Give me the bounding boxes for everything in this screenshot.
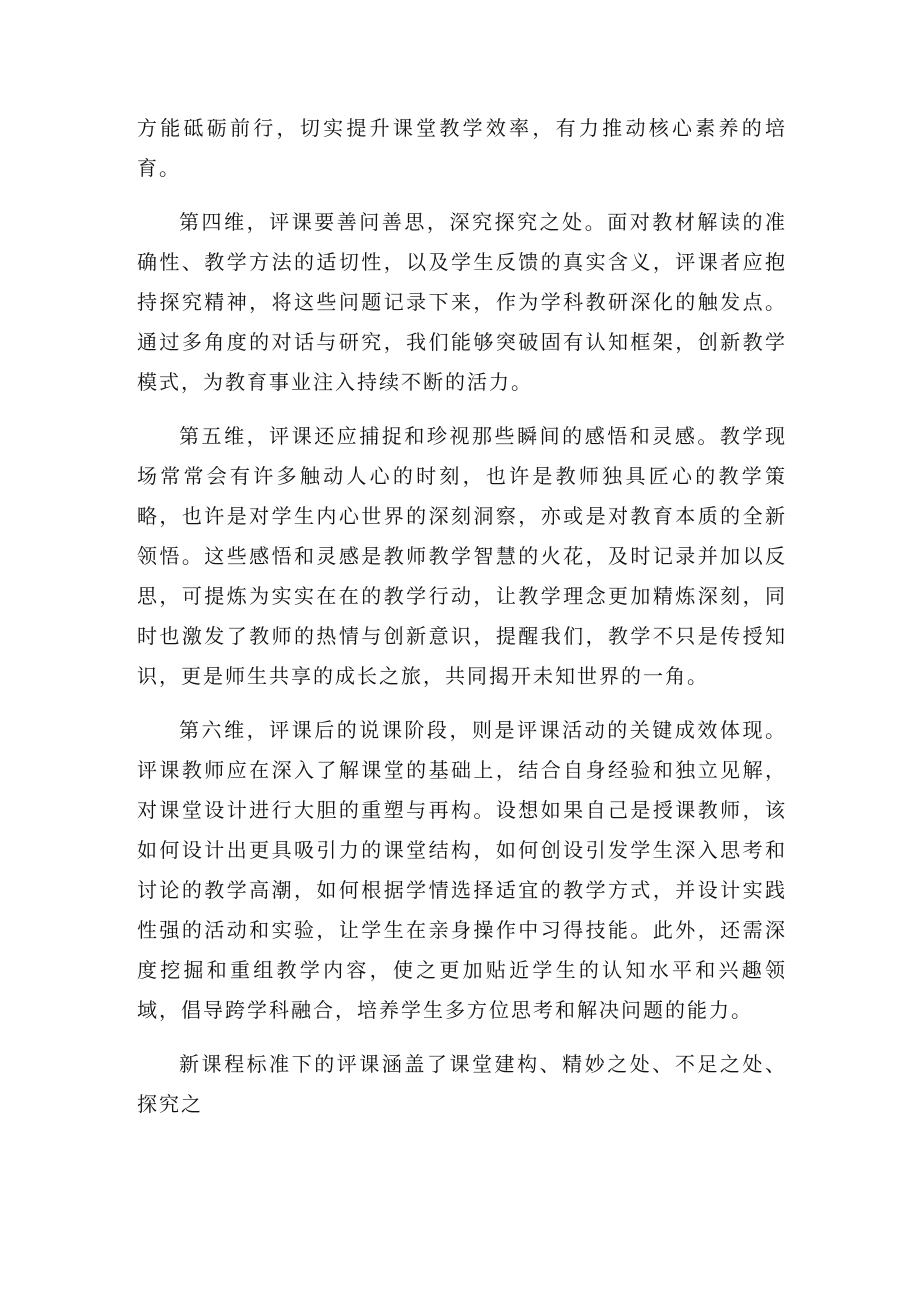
paragraph-sixth-dimension: 第六维，评课后的说课阶段，则是评课活动的关键成效体现。评课教师应在深入了解课堂的基础上，结合自身经验和独立见解，对课堂设计进行大胆的重塑与再构。设想如果自己是授课教师，该如何设计出更具吸引力的课堂结构，如何创设引发学生深入思考和讨论的教学高潮，如何根据学情选择适宜的教学方式，并设计实践性强的活动和实验，让学生在亲身操作中习得技能。此外，还需深度挖掘和重组教学内容，使之更加贴近学生的认知水平和兴趣领域，倡导跨学科融合，培养学生多方位思考和解决问题的能力。: [137, 718, 787, 1022]
paragraph-fourth-dimension: 第四维，评课要善问善思，深究探究之处。面对教材解读的准确性、教学方法的适切性，以及学生反馈的真实含义，评课者应抱持探究精神，将这些问题记录下来，作为学科教研深化的触发点。通过多角度的对话与研究，我们能够突破固有认知框架，创新教学模式，为教育事业注入持续不断的活力。: [137, 210, 787, 394]
paragraph-continuation: 方能砥砺前行，切实提升课堂教学效率，有力推动核心素养的培育。: [137, 116, 787, 180]
paragraph-summary-start: 新课程标准下的评课涵盖了课堂建构、精妙之处、不足之处、探究之: [137, 1052, 787, 1116]
document-page: [137, 108, 787, 1124]
paragraph-fifth-dimension: 第五维，评课还应捕捉和珍视那些瞬间的感悟和灵感。教学现场常常会有许多触动人心的时刻，也许是教师独具匠心的教学策略，也许是对学生内心世界的深刻洞察，亦或是对教育本质的全新领悟。这些感悟和灵感是教师教学智慧的火花，及时记录并加以反思，可提炼为实实在在的教学行动，让教学理念更加精炼深刻，同时也激发了教师的热情与创新意识，提醒我们，教学不只是传授知识，更是师生共享的成长之旅，共同揭开未知世界的一角。: [137, 424, 787, 688]
